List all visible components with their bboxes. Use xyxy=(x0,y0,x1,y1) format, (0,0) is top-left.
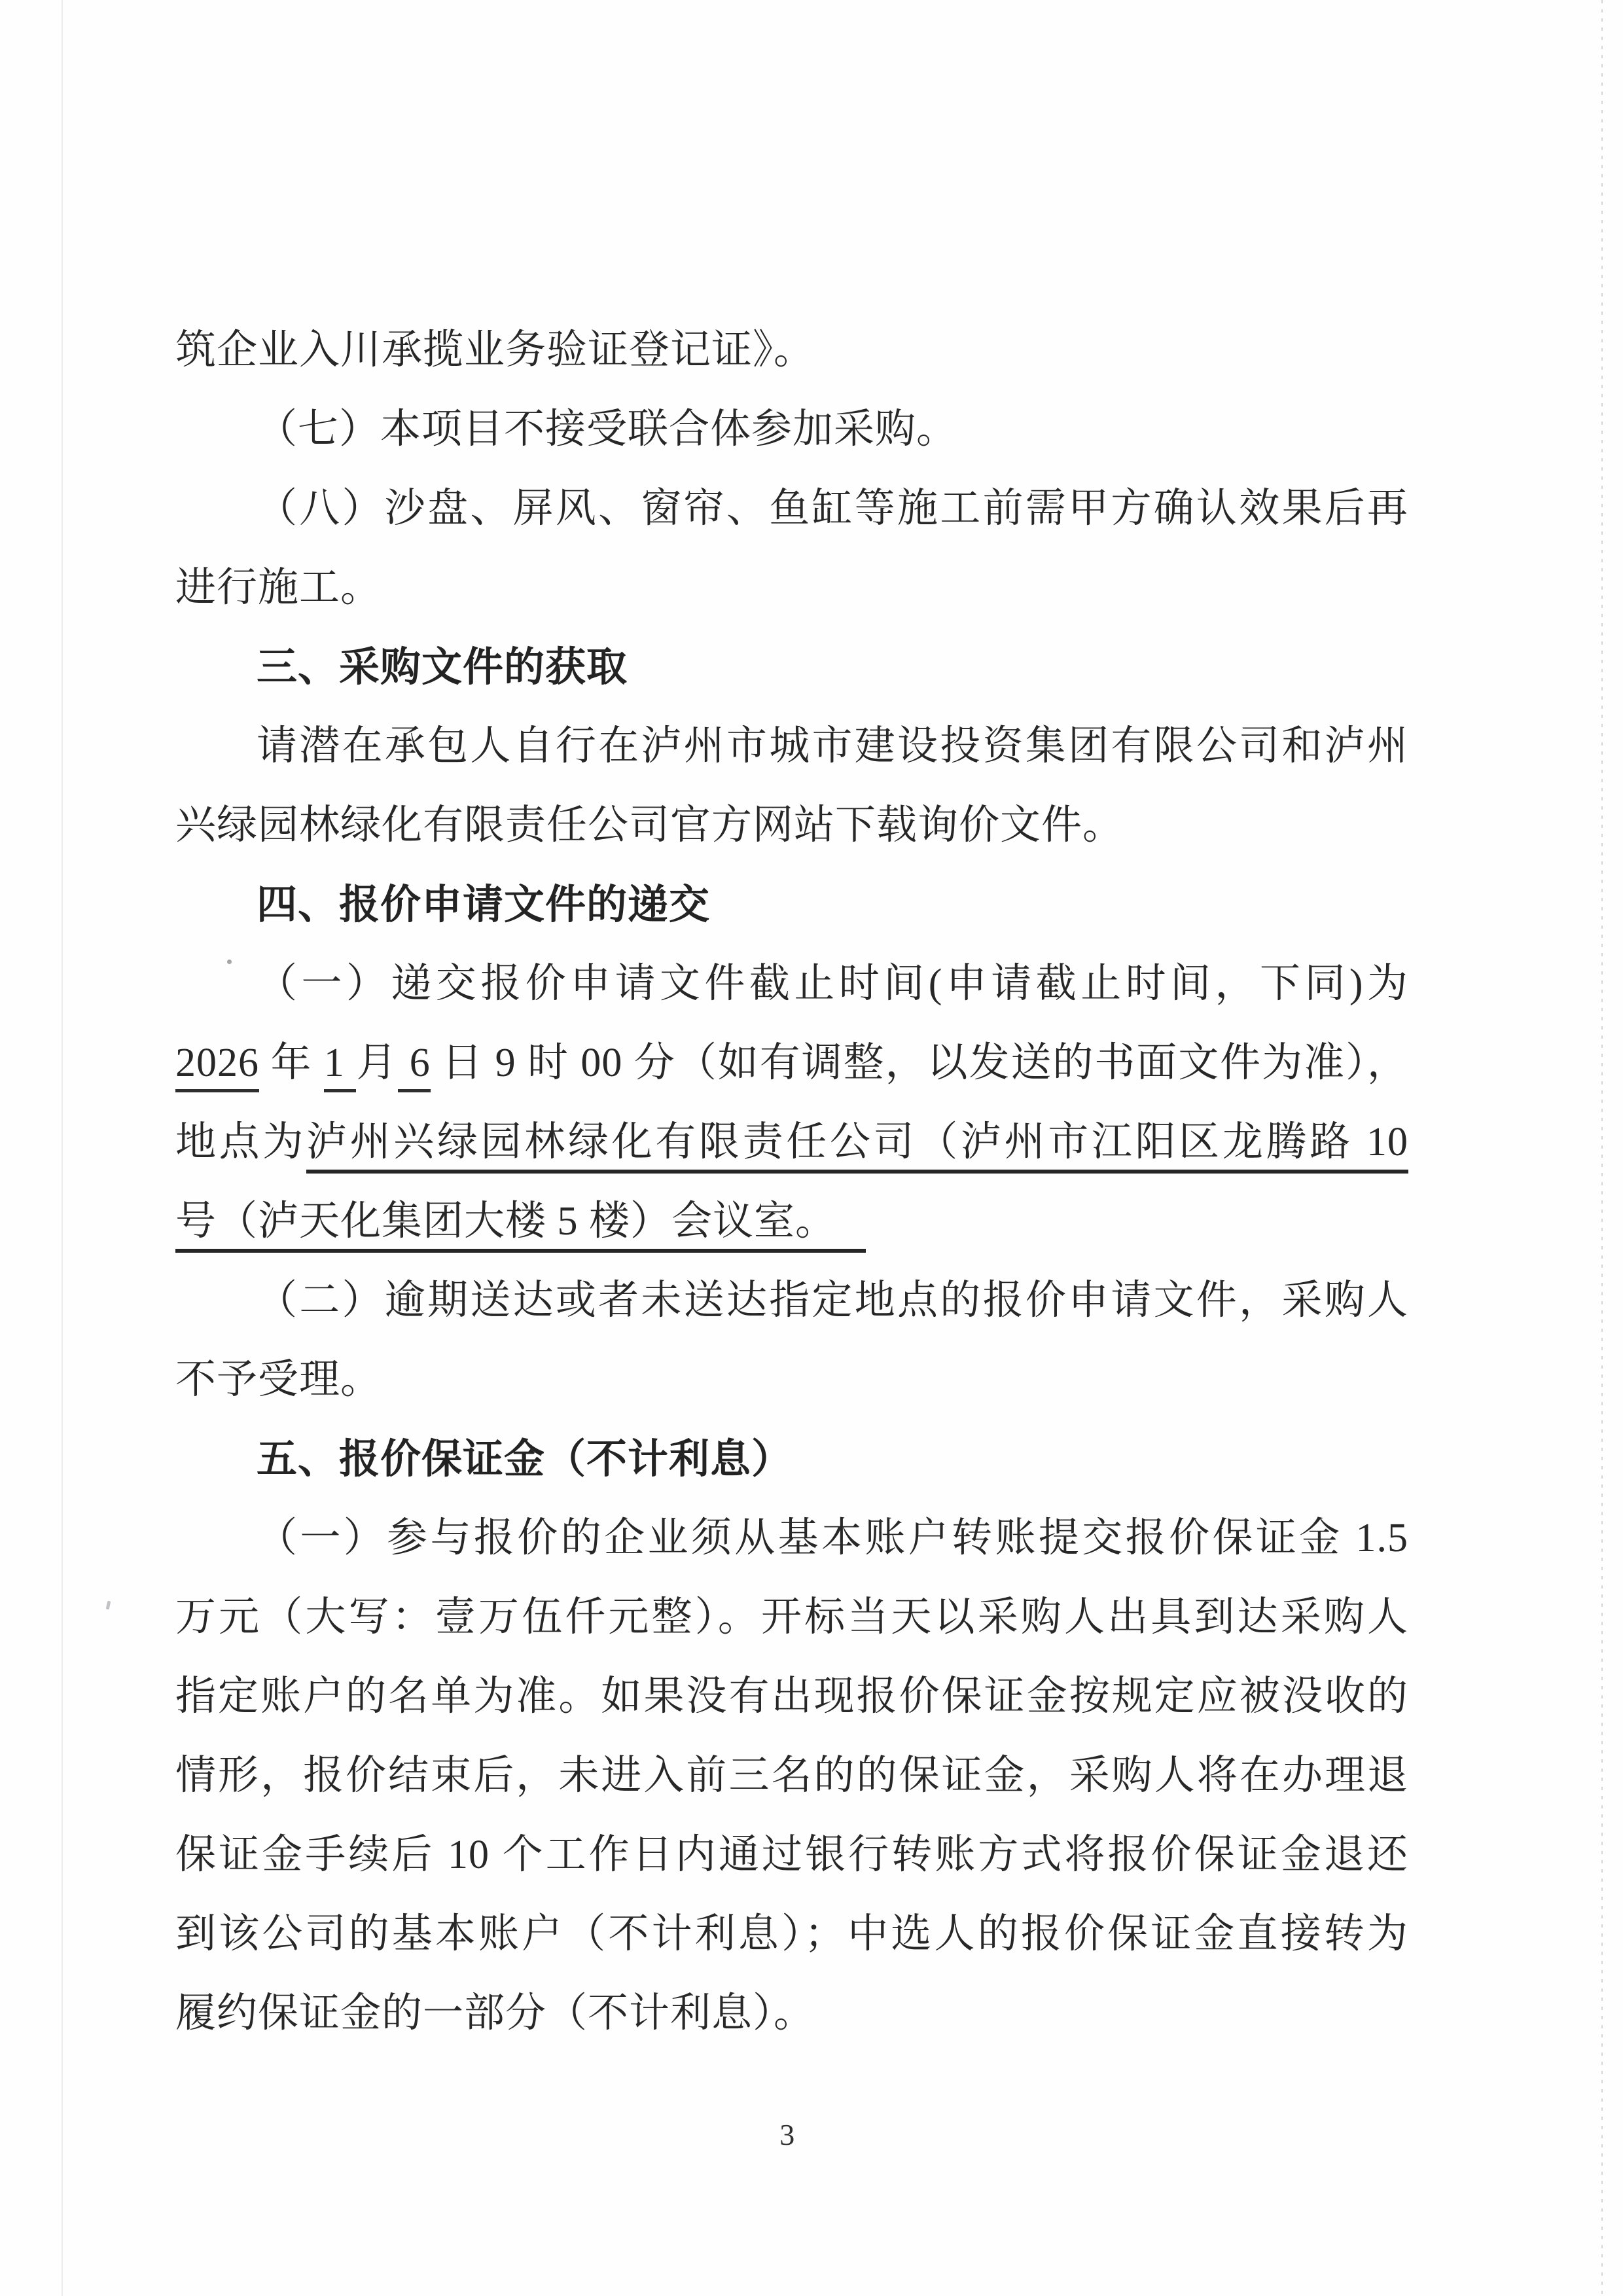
document-body xyxy=(175,311,1408,2053)
doc-line-deadline-intro: （一）递交报价申请文件截止时间(申请截止时间，下同)为 xyxy=(257,961,1408,1006)
doc-line-bond-6: 到该公司的基本账户（不计利息）；中选人的报价保证金直接转为 xyxy=(175,1912,1408,1956)
deadline-day-underlined: 6 xyxy=(398,1041,430,1092)
location-underlined-2: 号（泸天化集团大楼 5 楼）会议室。 xyxy=(175,1199,866,1253)
text-segment: 日 9 时 00 分（如有调整，以发送的书面文件为准）， xyxy=(430,1041,1408,1085)
doc-line-bond-4: 情形，报价结束后，未进入前三名的的保证金，采购人将在办理退 xyxy=(175,1753,1408,1798)
scan-edge-left-artifact xyxy=(62,0,63,2296)
doc-line-bond-5: 保证金手续后 10 个工作日内通过银行转账方式将报价保证金退还 xyxy=(175,1833,1408,1877)
doc-line-location-1 xyxy=(175,1103,1408,1182)
doc-line-bond-2: 万元（大写：壹万伍仟元整）。开标当天以采购人出具到达采购人 xyxy=(175,1595,1408,1640)
doc-line-deadline-date xyxy=(175,1024,1408,1103)
doc-line-item-8: （八）沙盘、屏风、窗帘、鱼缸等施工前需甲方确认效果后再 xyxy=(257,486,1408,531)
page-number: 3 xyxy=(779,2118,795,2151)
text-segment: 地点为 xyxy=(175,1120,306,1164)
doc-line-bond-1: （一）参与报价的企业须从基本账户转账提交报价保证金 1.5 xyxy=(257,1516,1408,1560)
text-segment: 月 xyxy=(356,1041,399,1085)
doc-line-item-7: （七）本项目不接受联合体参加采购。 xyxy=(257,407,958,452)
scan-speck xyxy=(106,1601,111,1610)
doc-line-bond-3: 指定账户的名单为准。如果没有出现报价保证金按规定应被没收的 xyxy=(175,1674,1408,1719)
deadline-year-underlined: 2026 xyxy=(175,1041,259,1092)
section-heading-4-quote-submission: 四、报价申请文件的递交 xyxy=(257,882,711,927)
doc-line-item-2-late-cont: 不予受理。 xyxy=(175,1357,382,1402)
doc-line-continuation: 筑企业入川承揽业务验证登记证》。 xyxy=(175,328,815,372)
doc-line-item-8-cont: 进行施工。 xyxy=(175,565,382,610)
doc-line-download-1: 请潜在承包人自行在泸州市城市建设投资集团有限公司和泸州 xyxy=(257,724,1408,768)
doc-line-location-2 xyxy=(175,1182,1408,1261)
doc-line-download-2: 兴绿园林绿化有限责任公司官方网站下载询价文件。 xyxy=(175,803,1124,848)
doc-line-item-2-late: （二）逾期送达或者未送达指定地点的报价申请文件，采购人 xyxy=(257,1278,1408,1323)
scan-edge-right-artifact xyxy=(1601,0,1603,2296)
section-heading-5-bid-bond: 五、报价保证金（不计利息） xyxy=(257,1437,793,1482)
text-segment: 年 xyxy=(259,1041,324,1085)
section-heading-3-procurement-docs: 三、采购文件的获取 xyxy=(257,645,628,690)
location-underlined-1: 泸州兴绿园林绿化有限责任公司（泸州市江阳区龙腾路 10 xyxy=(306,1120,1408,1174)
deadline-month-underlined: 1 xyxy=(324,1041,356,1092)
doc-line-bond-7: 履约保证金的一部分（不计利息）。 xyxy=(175,1991,815,2036)
